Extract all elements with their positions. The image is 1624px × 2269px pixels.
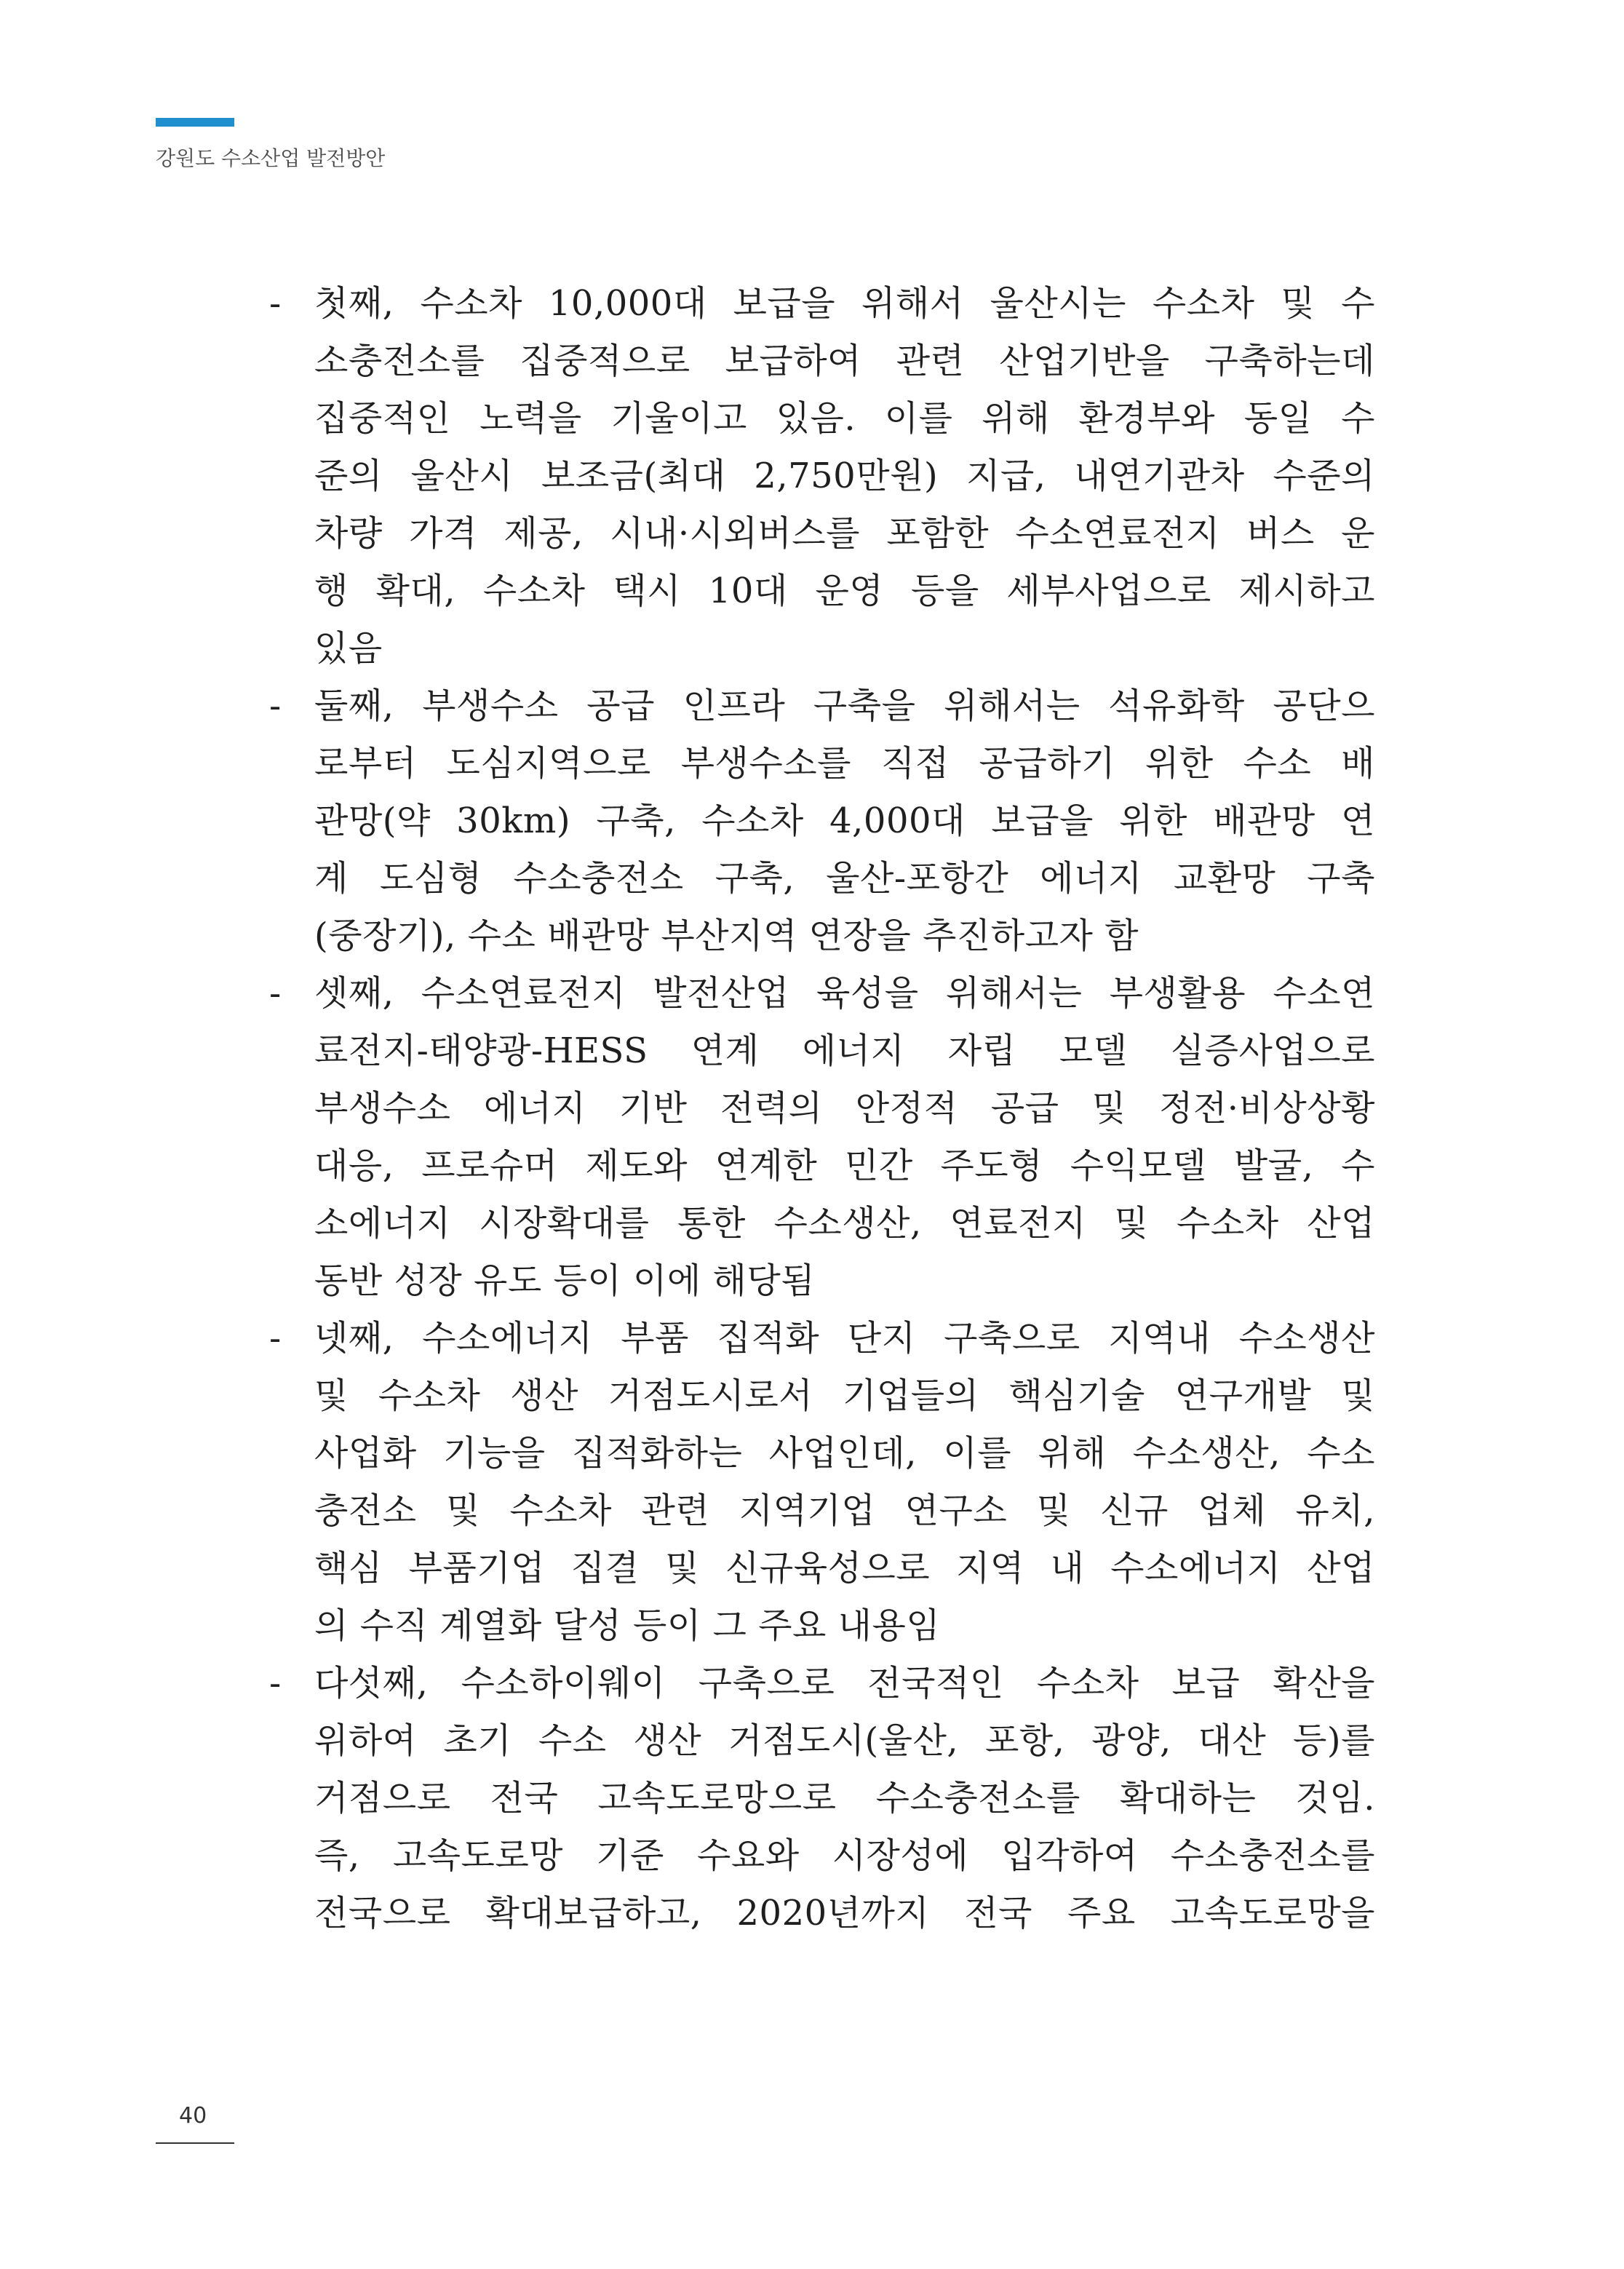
bullet-dash: - bbox=[269, 686, 282, 726]
text-line: 소충전소를 집중적으로 보급하여 관련 산업기반을 구축하는데 bbox=[314, 341, 1375, 381]
text-line: 있음 bbox=[314, 628, 383, 669]
text-line: 동반 성장 유도 등이 이에 해당됨 bbox=[314, 1260, 816, 1301]
bullet-item-1 bbox=[269, 275, 1375, 677]
footer-rule bbox=[156, 2142, 234, 2144]
text-line: 사업화 기능을 집적화하는 사업인데, 이를 위해 수소생산, 수소 bbox=[314, 1433, 1375, 1474]
text-line: 로부터 도심지역으로 부생수소를 직접 공급하기 위한 수소 배 bbox=[314, 743, 1375, 784]
bullet-item-3 bbox=[269, 965, 1375, 1310]
text-line: 핵심 부품기업 집결 및 신규육성으로 지역 내 수소에너지 산업 bbox=[314, 1548, 1375, 1589]
text-line: 넷째, 수소에너지 부품 집적화 단지 구축으로 지역내 수소생산 bbox=[314, 1318, 1375, 1359]
bullet-dash: - bbox=[269, 1663, 282, 1704]
bullet-item-2 bbox=[269, 677, 1375, 965]
text-line: 관망(약 30km) 구축, 수소차 4,000대 보급을 위한 배관망 연 bbox=[314, 800, 1375, 841]
text-line: (중장기), 수소 배관망 부산지역 연장을 추진하고자 함 bbox=[314, 915, 1139, 956]
bullet-item-4 bbox=[269, 1310, 1375, 1655]
text-line: 다섯째, 수소하이웨이 구축으로 전국적인 수소차 보급 확산을 bbox=[314, 1663, 1375, 1704]
page-number: 40 bbox=[179, 2103, 207, 2129]
text-line: 행 확대, 수소차 택시 10대 운영 등을 세부사업으로 제시하고 bbox=[314, 571, 1375, 611]
text-line: 집중적인 노력을 기울이고 있음. 이를 위해 환경부와 동일 수 bbox=[314, 398, 1375, 439]
text-line: 거점으로 전국 고속도로망으로 수소충전소를 확대하는 것임. bbox=[314, 1778, 1375, 1819]
text-line: 즉, 고속도로망 기준 수요와 시장성에 입각하여 수소충전소를 bbox=[314, 1835, 1375, 1876]
body-text bbox=[269, 275, 1375, 1942]
text-line: 셋째, 수소연료전지 발전산업 육성을 위해서는 부생활용 수소연 bbox=[314, 973, 1375, 1014]
text-line: 위하여 초기 수소 생산 거점도시(울산, 포항, 광양, 대산 등)를 bbox=[314, 1720, 1375, 1761]
text-line: 계 도심형 수소충전소 구축, 울산-포항간 에너지 교환망 구축 bbox=[314, 858, 1375, 899]
running-header-title: 강원도 수소산업 발전방안 bbox=[156, 146, 386, 170]
text-line: 부생수소 에너지 기반 전력의 안정적 공급 및 정전·비상상황 bbox=[314, 1088, 1375, 1129]
header-accent-bar bbox=[156, 118, 234, 127]
text-line: 충전소 및 수소차 관련 지역기업 연구소 및 신규 업체 유치, bbox=[314, 1490, 1375, 1531]
bullet-item-5 bbox=[269, 1655, 1375, 1942]
text-line: 및 수소차 생산 거점도시로서 기업들의 핵심기술 연구개발 및 bbox=[314, 1375, 1375, 1416]
bullet-dash: - bbox=[269, 283, 282, 324]
text-line: 둘째, 부생수소 공급 인프라 구축을 위해서는 석유화학 공단으 bbox=[314, 686, 1375, 726]
bullet-dash: - bbox=[269, 973, 282, 1014]
bullet-dash: - bbox=[269, 1318, 282, 1359]
text-line: 차량 가격 제공, 시내·시외버스를 포함한 수소연료전지 버스 운 bbox=[314, 513, 1375, 554]
text-line: 의 수직 계열화 달성 등이 그 주요 내용임 bbox=[314, 1605, 941, 1646]
text-line: 료전지-태양광-HESS 연계 에너지 자립 모델 실증사업으로 bbox=[314, 1030, 1375, 1071]
text-line: 첫째, 수소차 10,000대 보급을 위해서 울산시는 수소차 및 수 bbox=[314, 283, 1375, 324]
text-line: 소에너지 시장확대를 통한 수소생산, 연료전지 및 수소차 산업 bbox=[314, 1203, 1375, 1244]
text-line: 전국으로 확대보급하고, 2020년까지 전국 주요 고속도로망을 bbox=[314, 1893, 1375, 1934]
text-line: 대응, 프로슈머 제도와 연계한 민간 주도형 수익모델 발굴, 수 bbox=[314, 1145, 1375, 1186]
text-line: 준의 울산시 보조금(최대 2,750만원) 지급, 내연기관차 수준의 bbox=[314, 456, 1375, 496]
